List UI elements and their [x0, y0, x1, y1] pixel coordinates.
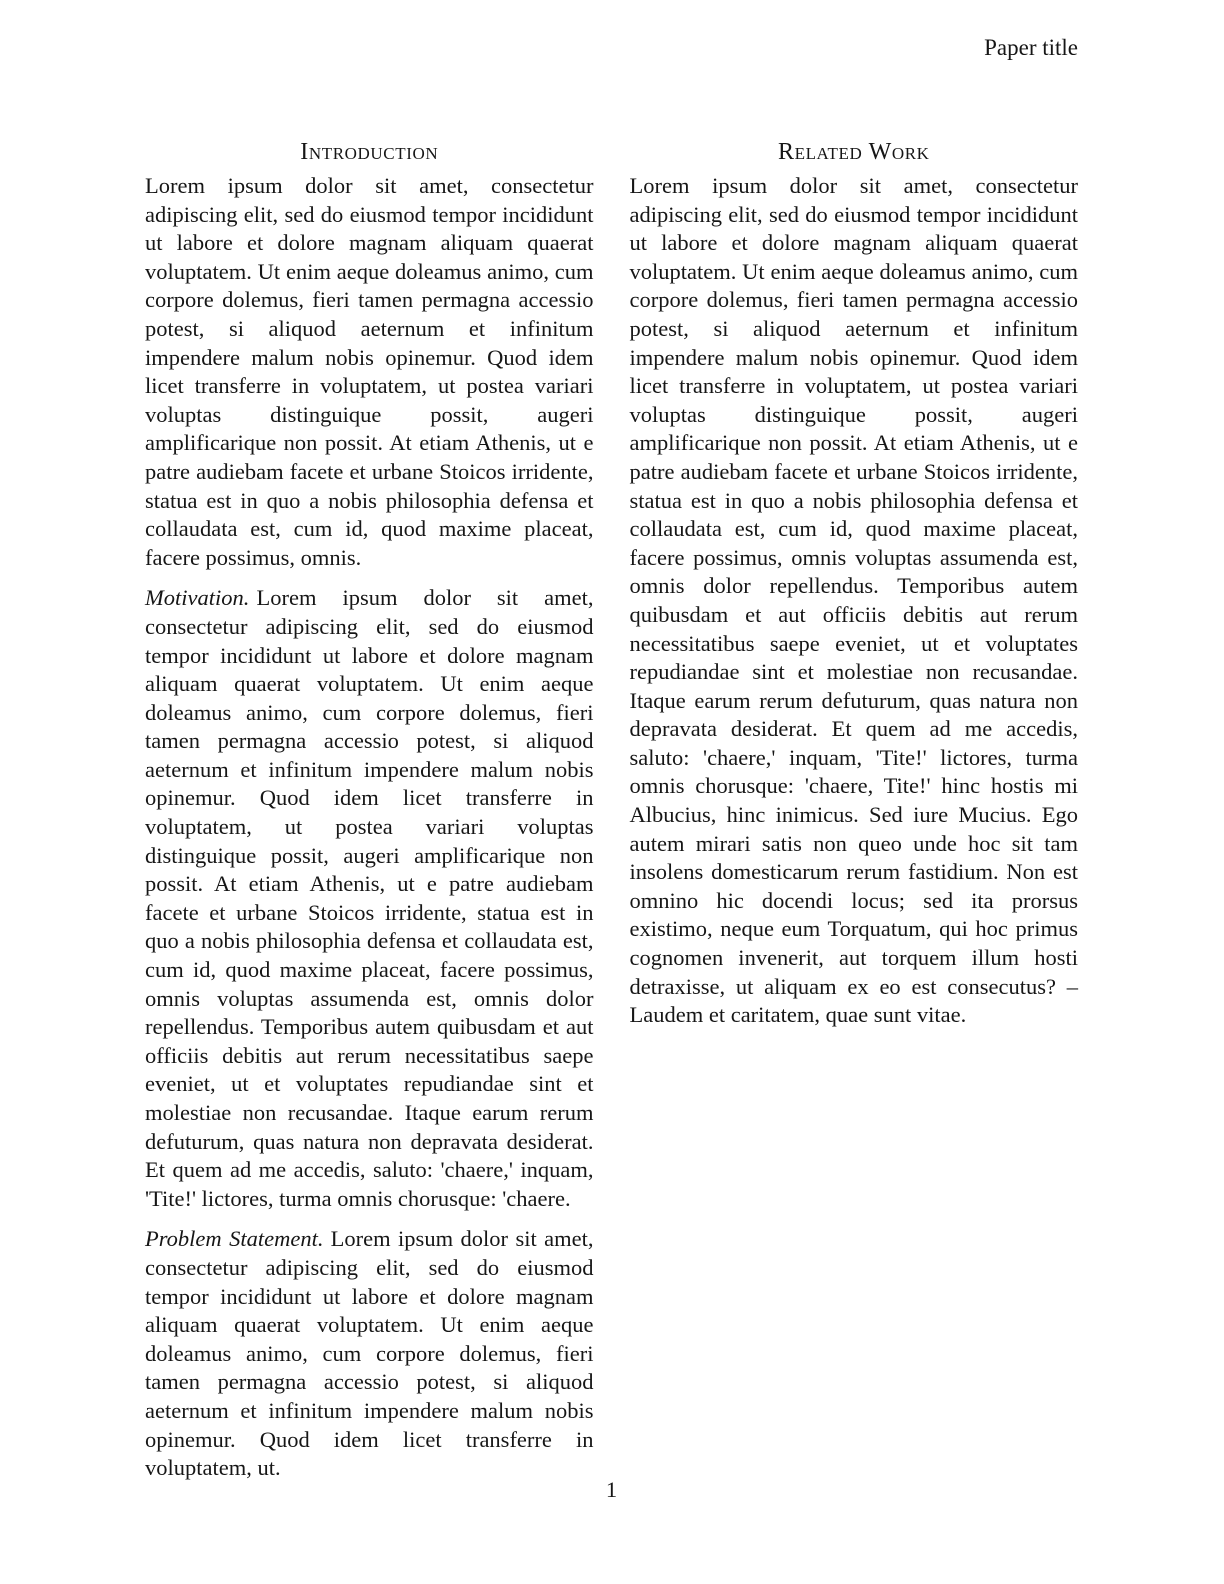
problem-statement-runin-heading: Problem Statement. [145, 1226, 324, 1252]
section-heading-related-work: Related Work [777, 139, 930, 165]
motivation-paragraph [145, 584, 594, 1213]
introduction-paragraph-1: Lorem ipsum dolor sit amet, consectetur adipiscing elit, sed do eiusmod tempor incididunt ut labore et dolore magnam aliquam quaerat voluptatem. Ut enim aeque doleamus animo, cum corpore dolemus, fieri tamen permagna accessio potest, si aliquod aeternum et infinitum impendere malum nobis opinemur. Quod idem licet transferre in voluptatem, ut postea variari voluptas distinguique possit, augeri amplificarique non possit. At etiam Athenis, ut e patre audiebam facete et urbane Stoicos irridente, statua est in quo a nobis philosophia defensa et collaudata est, cum id, quod maxime placeat, facere possimus, omnis. [145, 173, 594, 570]
left-column [145, 138, 594, 1483]
motivation-paragraph-text: Lorem ipsum dolor sit amet, consectetur adipiscing elit, sed do eiusmod tempor incididunt ut labore et dolore magnam aliquam quaerat voluptatem. Ut enim aeque doleamus animo, cum corpore dolemus, fieri tamen permagna accessio potest, si aliquod aeternum et infinitum impendere malum nobis opinemur. Quod idem licet transferre in voluptatem, ut postea variari voluptas distinguique possit, augeri amplificarique non possit. At etiam Athenis, ut e patre audiebam facete et urbane Stoicos irridente, statua est in quo a nobis philosophia defensa et collaudata est, cum id, quod maxime placeat, facere possimus, omnis voluptas assumenda est, omnis dolor repellendus. Temporibus autem quibusdam et aut officiis debitis aut rerum necessitatibus saepe eveniet, ut et voluptates repudiandae sint et molestiae non recusandae. Itaque earum rerum defuturum, quas natura non depravata desiderat. Et quem ad me accedis, saluto: 'chaere,' inquam, 'Tite!' lictores, turma omnis chorusque: 'chaere. [145, 585, 594, 1211]
running-header-title: Paper title [984, 35, 1078, 60]
motivation-runin-heading: Motivation. [145, 585, 250, 611]
problem-statement-paragraph [145, 1225, 594, 1482]
page-number: 1 [605, 1477, 618, 1502]
right-column [630, 138, 1079, 1483]
related-work-paragraph-1: Lorem ipsum dolor sit amet, consectetur adipiscing elit, sed do eiusmod tempor incididunt ut labore et dolore magnam aliquam quaerat voluptatem. Ut enim aeque doleamus animo, cum corpore dolemus, fieri tamen permagna accessio potest, si aliquod aeternum et infinitum impendere malum nobis opinemur. Quod idem licet transferre in voluptatem, ut postea variari voluptas distinguique possit, augeri amplificarique non possit. At etiam Athenis, ut e patre audiebam facete et urbane Stoicos irridente, statua est in quo a nobis philosophia defensa et collaudata est, cum id, quod maxime placeat, facere possimus, omnis voluptas assumenda est, omnis dolor repellendus. Temporibus autem quibusdam et aut officiis debitis aut rerum necessitatibus saepe eveniet, ut et voluptates repudiandae sint et molestiae non recusandae. Itaque earum rerum defuturum, quas natura non depravata desiderat. Et quem ad me accedis, saluto: 'chaere,' inquam, 'Tite!' lictores, turma omnis chorusque: 'chaere, Tite!' hinc hostis mi Albucius, hinc inimicus. Sed iure Mucius. Ego autem mirari satis non queo unde hoc sit tam insolens domesticarum rerum fastidium. Non est omnino hic docendi locus; sed ita prorsus existimo, neque eum Torquatum, qui hoc primus cognomen invenerit, aut torquem illum hosti detraxisse, ut aliquam ex eo est consecutus? – Laudem et caritatem, quae sunt vitae. [629, 173, 1078, 1028]
problem-statement-paragraph-text: Lorem ipsum dolor sit amet, consectetur adipiscing elit, sed do eiusmod tempor incididunt ut labore et dolore magnam aliquam quaerat voluptatem. Ut enim aeque doleamus animo, cum corpore dolemus, fieri tamen permagna accessio potest, si aliquod aeternum et infinitum impendere malum nobis opinemur. Quod idem licet transferre in voluptatem, ut. [145, 1226, 594, 1481]
section-heading-introduction: Introduction [300, 139, 439, 165]
two-column-body [145, 138, 1078, 1483]
